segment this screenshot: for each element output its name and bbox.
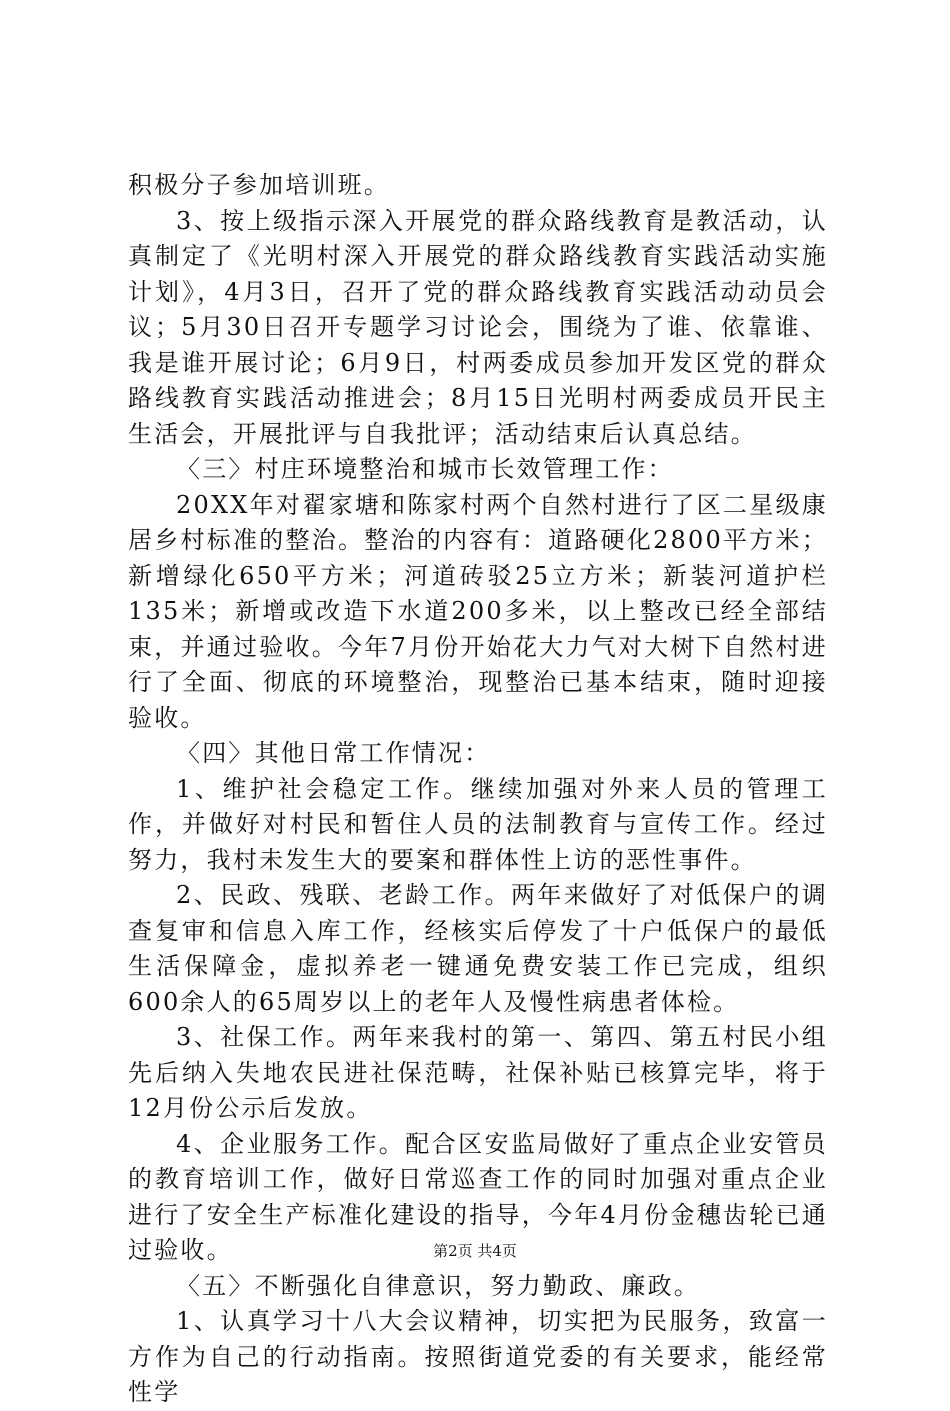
section-heading-3: 〈三〉村庄环境整治和城市长效管理工作： xyxy=(176,455,674,483)
paragraph-11: 1、认真学习十八大会议精神，切实把为民服务，致富一方作为自己的行动指南。按照街道党委的有关要求，能经常性学 xyxy=(128,1307,828,1406)
paragraph-4: 20XX年对翟家塘和陈家村两个自然村进行了区二星级康居乡村标准的整治。整治的内容有：道路硬化2800平方米；新增绿化650平方米；河道砖驳25立方米；新装河道护栏135米；新增或改造下水道200多米，以上整改已经全部结束，并通过验收。今年7月份开始花大力气对大树下自然村进行了全面、彻底的环境整治，现整治已基本结束，随时迎接验收。 xyxy=(128,490,828,732)
paragraph-6: 1、维护社会稳定工作。继续加强对外来人员的管理工作，并做好对村民和暂住人员的法制教育与宣传工作。经过努力，我村未发生大的要案和群体性上访的恶性事件。 xyxy=(128,774,828,874)
paragraph-2: 3、按上级指示深入开展党的群众路线教育是教活动，认真制定了《光明村深入开展党的群众路线教育实践活动实施计划》，4月3日，召开了党的群众路线教育实践活动动员会议；5月30日召开专题学习讨论会，围绕为了谁、依靠谁、我是谁开展讨论；6月9日，村两委成员参加开发区党的群众路线教育实践活动推进会；8月15日光明村两委成员开民主生活会，开展批评与自我批评；活动结束后认真总结。 xyxy=(128,206,828,448)
document-body xyxy=(128,168,828,1411)
paragraph-8: 3、社保工作。两年来我村的第一、第四、第五村民小组先后纳入失地农民进社保范畴，社保补贴已核算完毕，将于12月份公示后发放。 xyxy=(128,1023,828,1122)
paragraph-7: 2、民政、残联、老龄工作。两年来做好了对低保户的调查复审和信息入库工作，经核实后停发了十户低保户的最低生活保障金，虚拟养老一键通免费安装工作已完成，组织600余人的65周岁以上的老年人及慢性病患者体检。 xyxy=(128,881,828,1016)
page-footer xyxy=(0,1240,950,1261)
section-heading-5: 〈五〉不断强化自律意识，努力勤政、廉政。 xyxy=(176,1271,700,1300)
page-number-label: 第2页 共4页 xyxy=(433,1242,517,1260)
paragraph-9: 4、企业服务工作。配合区安监局做好了重点企业安管员的教育培训工作，做好日常巡查工作的同时加强对重点企业进行了安全生产标准化建设的指导，今年4月份金穗齿轮已通过验收。 xyxy=(128,1129,828,1264)
section-heading-4: 〈四〉其他日常工作情况： xyxy=(176,739,491,767)
paragraph-1: 积极分子参加培训班。 xyxy=(128,171,390,199)
